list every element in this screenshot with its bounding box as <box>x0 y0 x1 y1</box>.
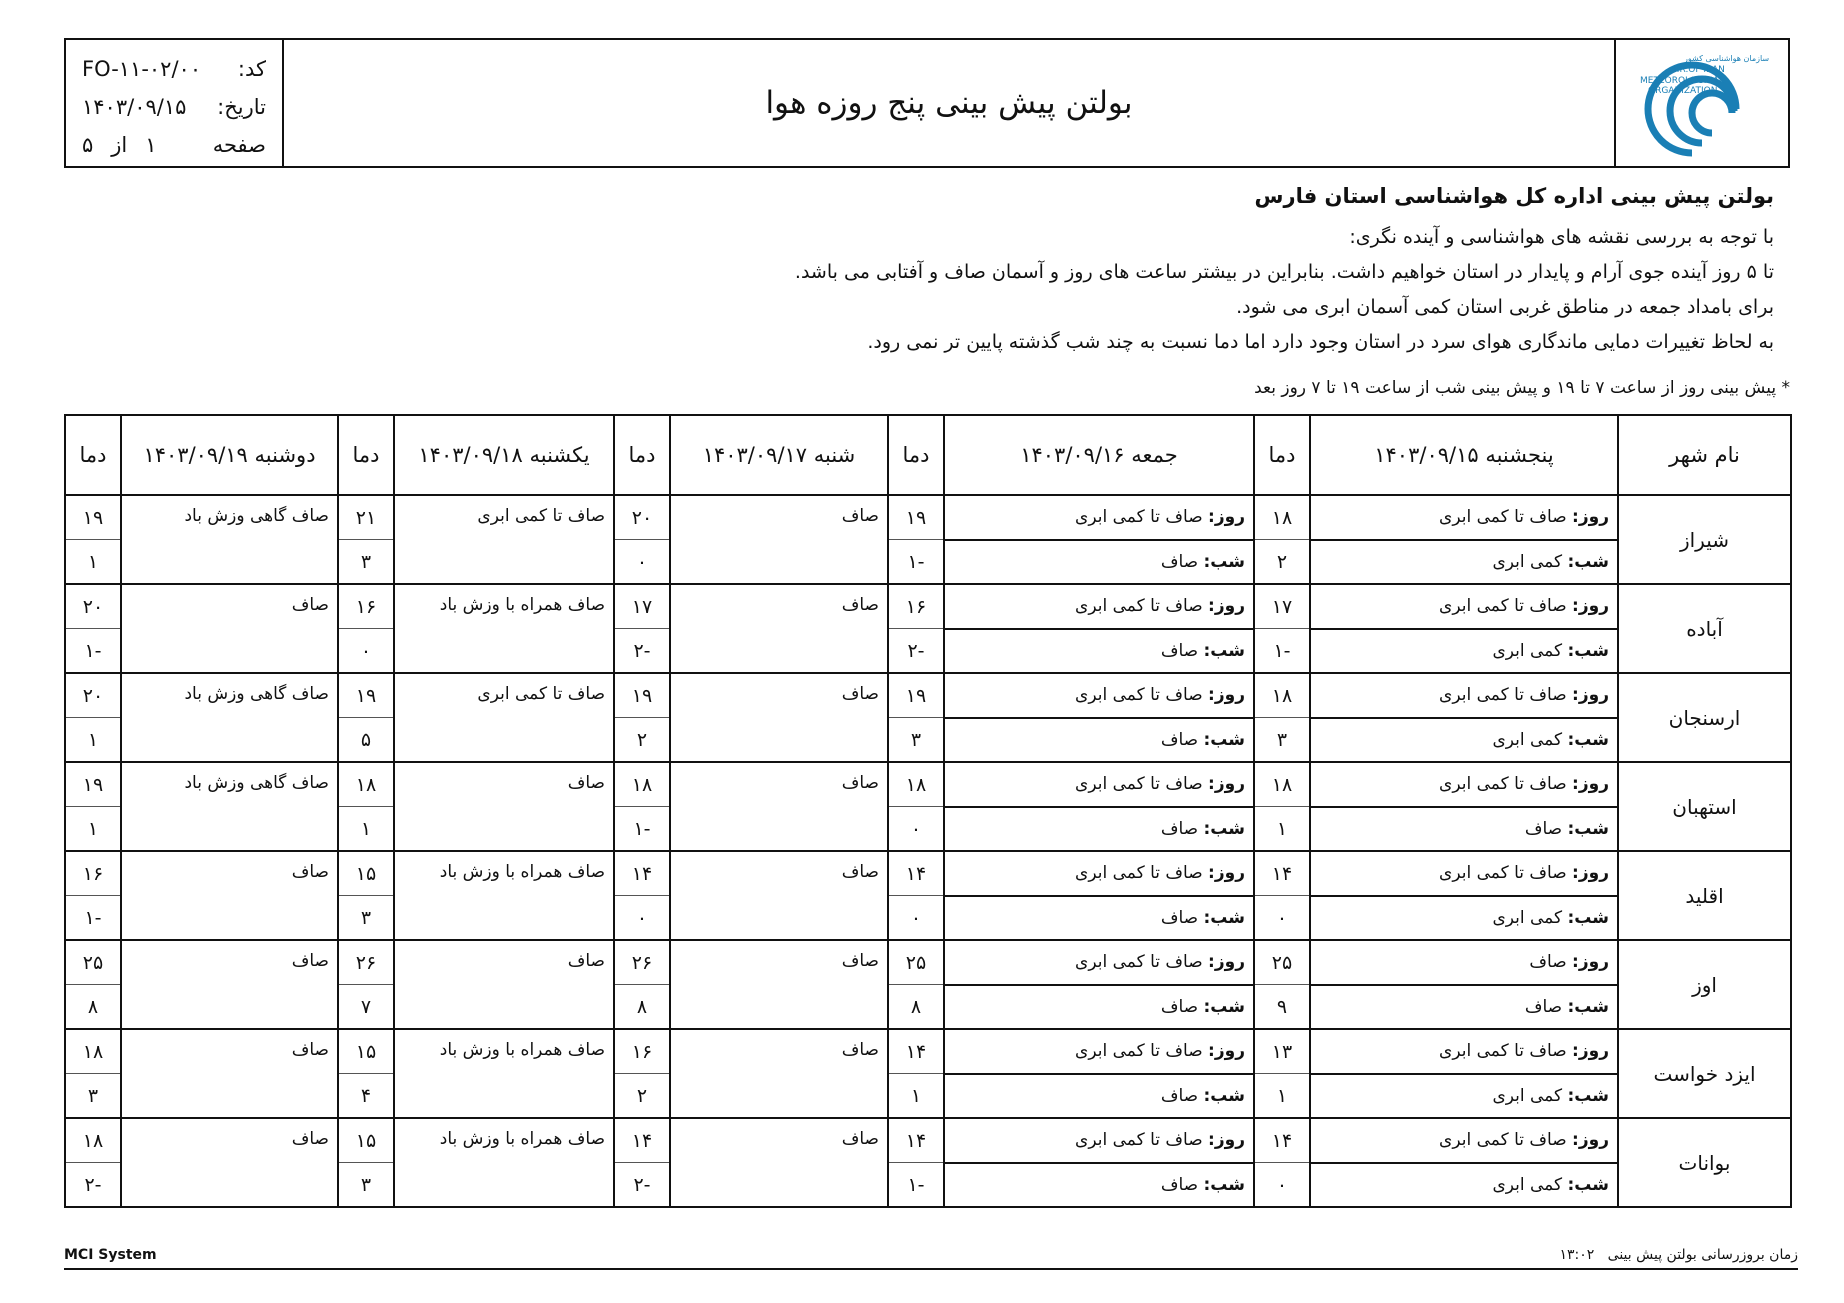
forecast-description-spacer <box>121 629 338 674</box>
temp-max: ۱۴ <box>888 1029 944 1074</box>
forecast-description: صاف <box>670 495 888 540</box>
day-forecast <box>1310 1029 1618 1074</box>
day-forecast <box>944 1118 1254 1163</box>
day-label: روز: <box>1572 596 1609 617</box>
forecast-description-spacer <box>121 1074 338 1119</box>
forecast-description-spacer <box>121 985 338 1030</box>
night-description: صاف <box>1524 818 1563 839</box>
update-time-info <box>1560 1247 1799 1263</box>
city-name: اقلید <box>1618 851 1791 940</box>
forecast-description: صاف گاهی وزش باد <box>121 495 338 540</box>
temp-max: ۱۹ <box>614 673 670 718</box>
temp-min: ۱ <box>1254 1074 1310 1119</box>
day-header: یکشنبه ۱۴۰۳/۰۹/۱۸ <box>394 415 614 495</box>
night-label: شب: <box>1203 907 1245 928</box>
temp-max: ۱۸ <box>1254 673 1310 718</box>
night-description: کمی ابری <box>1492 729 1563 750</box>
temp-min: -۱ <box>888 1163 944 1208</box>
temp-max: ۱۹ <box>338 673 394 718</box>
code-value: FO-۱۱-۰۲/۰۰ <box>82 57 202 81</box>
day-label: روز: <box>1208 863 1245 884</box>
table-row <box>65 762 1791 807</box>
forecast-description-spacer <box>394 540 614 585</box>
logo-org-en2: METEOROLOGICAL <box>1640 76 1724 86</box>
temp-max: ۱۸ <box>614 762 670 807</box>
temp-min: ۱ <box>65 718 121 763</box>
temp-min: -۱ <box>65 896 121 941</box>
forecast-description: صاف تا کمی ابری <box>394 495 614 540</box>
city-name: آباده <box>1618 584 1791 673</box>
temp-max: ۱۸ <box>338 762 394 807</box>
night-description: صاف <box>1160 640 1199 661</box>
forecast-description-spacer <box>670 1163 888 1208</box>
forecast-description-spacer <box>121 807 338 852</box>
day-forecast <box>944 851 1254 896</box>
night-label: شب: <box>1203 640 1245 661</box>
night-description: کمی ابری <box>1492 640 1563 661</box>
forecast-description-spacer <box>394 807 614 852</box>
day-label: روز: <box>1572 1041 1609 1062</box>
temp-min: -۲ <box>614 629 670 674</box>
temp-max: ۱۴ <box>614 851 670 896</box>
temp-min: ۷ <box>338 985 394 1030</box>
code-label: کد: <box>237 57 266 81</box>
temp-header: دما <box>338 415 394 495</box>
day-forecast <box>1310 673 1618 718</box>
temp-max: ۱۸ <box>888 762 944 807</box>
forecast-description: صاف <box>394 762 614 807</box>
forecast-description-spacer <box>394 1074 614 1119</box>
night-label: شب: <box>1567 640 1609 661</box>
night-description: کمی ابری <box>1492 551 1563 572</box>
night-label: شب: <box>1567 818 1609 839</box>
day-label: روز: <box>1208 774 1245 795</box>
day-forecast <box>1310 940 1618 985</box>
night-forecast <box>944 807 1254 852</box>
day-description: صاف تا کمی ابری <box>1075 1041 1203 1062</box>
temp-max: ۱۶ <box>65 851 121 896</box>
table-row <box>65 673 1791 718</box>
temp-header: دما <box>1254 415 1310 495</box>
forecast-description: صاف گاهی وزش باد <box>121 673 338 718</box>
day-header: شنبه ۱۴۰۳/۰۹/۱۷ <box>670 415 888 495</box>
table-row <box>65 1118 1791 1163</box>
header-box <box>64 38 1790 168</box>
day-label: روز: <box>1208 507 1245 528</box>
intro-heading: بولتن پیش بینی اداره کل هواشناسی استان فارس <box>1254 184 1774 208</box>
day-forecast <box>944 1029 1254 1074</box>
forecast-description: صاف همراه با وزش باد <box>394 851 614 896</box>
day-description: صاف تا کمی ابری <box>1439 1130 1567 1151</box>
forecast-description: صاف <box>121 584 338 629</box>
temp-min: ۳ <box>338 1163 394 1208</box>
forecast-description: صاف <box>670 851 888 896</box>
night-label: شب: <box>1203 996 1245 1017</box>
temp-min: ۰ <box>888 807 944 852</box>
night-description: کمی ابری <box>1492 1085 1563 1106</box>
table-row <box>65 495 1791 540</box>
day-description: صاف تا کمی ابری <box>1439 596 1567 617</box>
day-header: دوشنبه ۱۴۰۳/۰۹/۱۹ <box>121 415 338 495</box>
forecast-description: صاف <box>670 584 888 629</box>
intro-line: تا ۵ روز آینده جوی آرام و پایدار در استان خواهیم داشت. بنابراین در بیشتر ساعت های روز و آسمان صاف و آفتابی می باشد. <box>794 261 1774 283</box>
day-label: روز: <box>1208 685 1245 706</box>
forecast-description: صاف <box>670 673 888 718</box>
temp-min: ۳ <box>338 540 394 585</box>
night-label: شب: <box>1203 818 1245 839</box>
temp-max: ۱۷ <box>614 584 670 629</box>
table-row <box>65 940 1791 985</box>
night-forecast <box>1310 629 1618 674</box>
forecast-description: صاف <box>670 762 888 807</box>
temp-max: ۲۵ <box>888 940 944 985</box>
temp-min: ۳ <box>65 1074 121 1119</box>
forecast-description-spacer <box>670 807 888 852</box>
temp-min: ۵ <box>338 718 394 763</box>
logo-org-en1: I.R.OF IRAN <box>1674 65 1725 75</box>
night-forecast <box>1310 807 1618 852</box>
day-label: روز: <box>1572 774 1609 795</box>
update-time-label: زمان بروزرسانی بولتن پیش بینی <box>1607 1247 1798 1263</box>
night-label: شب: <box>1203 1085 1245 1106</box>
temp-max: ۱۹ <box>888 495 944 540</box>
day-forecast <box>1310 584 1618 629</box>
table-header-row <box>65 415 1791 495</box>
temp-max: ۲۵ <box>65 940 121 985</box>
forecast-description: صاف همراه با وزش باد <box>394 584 614 629</box>
city-name: اوز <box>1618 940 1791 1029</box>
logo-org-fa: سازمان هواشناسی کشور <box>1684 54 1770 63</box>
temp-min: ۰ <box>888 896 944 941</box>
temp-max: ۱۸ <box>65 1118 121 1163</box>
temp-min: ۲ <box>614 718 670 763</box>
night-description: صاف <box>1160 907 1199 928</box>
day-forecast <box>944 495 1254 540</box>
temp-min: -۲ <box>65 1163 121 1208</box>
temp-max: ۱۴ <box>888 851 944 896</box>
temp-max: ۱۵ <box>338 851 394 896</box>
forecast-table-body <box>65 495 1791 1207</box>
intro-section <box>124 184 1774 360</box>
page-total: ۵ <box>82 133 94 157</box>
night-forecast <box>944 1163 1254 1208</box>
day-description: صاف تا کمی ابری <box>1439 774 1567 795</box>
temp-min: ۰ <box>614 540 670 585</box>
day-label: روز: <box>1208 952 1245 973</box>
forecast-description-spacer <box>121 540 338 585</box>
night-description: صاف <box>1524 996 1563 1017</box>
forecast-description: صاف <box>121 1029 338 1074</box>
temp-max: ۱۶ <box>888 584 944 629</box>
forecast-description-spacer <box>670 540 888 585</box>
night-forecast <box>1310 985 1618 1030</box>
forecast-description: صاف <box>121 1118 338 1163</box>
temp-min: ۰ <box>1254 896 1310 941</box>
temp-min: ۱ <box>1254 807 1310 852</box>
table-row-night <box>65 896 1791 941</box>
temp-min: ۱ <box>65 540 121 585</box>
day-description: صاف تا کمی ابری <box>1439 863 1567 884</box>
day-description: صاف تا کمی ابری <box>1075 507 1203 528</box>
forecast-time-note: * پیش بینی روز از ساعت ۷ تا ۱۹ و پیش بینی شب از ساعت ۱۹ تا ۷ روز بعد <box>1254 378 1790 398</box>
temp-min: -۱ <box>1254 629 1310 674</box>
system-name: MCI System <box>64 1247 157 1263</box>
temp-max: ۱۴ <box>888 1118 944 1163</box>
temp-max: ۱۹ <box>65 495 121 540</box>
forecast-description-spacer <box>670 718 888 763</box>
night-description: صاف <box>1160 818 1199 839</box>
day-description: صاف تا کمی ابری <box>1075 863 1203 884</box>
day-forecast <box>1310 851 1618 896</box>
temp-min: ۸ <box>65 985 121 1030</box>
table-row-night <box>65 1163 1791 1208</box>
night-label: شب: <box>1567 1174 1609 1195</box>
temp-min: ۱ <box>888 1074 944 1119</box>
temp-max: ۲۶ <box>614 940 670 985</box>
intro-line: به لحاظ تغییرات دمایی ماندگاری هوای سرد در استان وجود دارد اما دما نسبت به چند شب گذشته پایین تر نمی رود. <box>867 331 1774 353</box>
temp-max: ۱۸ <box>1254 495 1310 540</box>
forecast-description: صاف <box>121 940 338 985</box>
forecast-description-spacer <box>394 896 614 941</box>
forecast-description-spacer <box>670 896 888 941</box>
temp-max: ۱۴ <box>1254 1118 1310 1163</box>
temp-max: ۱۹ <box>65 762 121 807</box>
temp-max: ۱۹ <box>888 673 944 718</box>
temp-min: ۳ <box>1254 718 1310 763</box>
day-forecast <box>944 762 1254 807</box>
table-row-night <box>65 540 1791 585</box>
night-label: شب: <box>1567 907 1609 928</box>
forecast-description: صاف <box>670 940 888 985</box>
table-row-night <box>65 1074 1791 1119</box>
temp-min: ۱ <box>65 807 121 852</box>
temp-min: ۳ <box>338 896 394 941</box>
night-forecast <box>1310 1163 1618 1208</box>
temp-header: دما <box>65 415 121 495</box>
temp-max: ۲۶ <box>338 940 394 985</box>
temp-max: ۱۴ <box>1254 851 1310 896</box>
night-label: شب: <box>1567 551 1609 572</box>
temp-max: ۲۱ <box>338 495 394 540</box>
temp-min: ۸ <box>888 985 944 1030</box>
temp-min: ۹ <box>1254 985 1310 1030</box>
day-description: صاف تا کمی ابری <box>1075 952 1203 973</box>
city-name: شیراز <box>1618 495 1791 584</box>
page-current: ۱ <box>145 133 157 157</box>
temp-max: ۱۷ <box>1254 584 1310 629</box>
temp-max: ۱۵ <box>338 1029 394 1074</box>
day-forecast <box>944 584 1254 629</box>
document-title: بولتن پیش بینی پنج روزه هوا <box>765 85 1133 121</box>
temp-min: -۲ <box>888 629 944 674</box>
day-description: صاف تا کمی ابری <box>1075 685 1203 706</box>
night-label: شب: <box>1203 1174 1245 1195</box>
night-forecast <box>944 985 1254 1030</box>
forecast-description-spacer <box>394 1163 614 1208</box>
temp-min: ۰ <box>1254 1163 1310 1208</box>
temp-min: ۲ <box>1254 540 1310 585</box>
night-label: شب: <box>1567 729 1609 750</box>
forecast-table <box>64 414 1792 1208</box>
day-description: صاف تا کمی ابری <box>1439 1041 1567 1062</box>
temp-min: ۱ <box>338 807 394 852</box>
date-label: تاریخ: <box>217 95 266 119</box>
forecast-description-spacer <box>670 985 888 1030</box>
forecast-description-spacer <box>394 629 614 674</box>
temp-min: -۲ <box>614 1163 670 1208</box>
forecast-description: صاف <box>670 1029 888 1074</box>
temp-min: ۳ <box>888 718 944 763</box>
day-label: روز: <box>1208 1130 1245 1151</box>
page-of: از <box>111 133 128 157</box>
day-header: جمعه ۱۴۰۳/۰۹/۱۶ <box>944 415 1254 495</box>
table-row-night <box>65 985 1791 1030</box>
night-forecast <box>944 629 1254 674</box>
day-label: روز: <box>1572 1130 1609 1151</box>
night-forecast <box>1310 540 1618 585</box>
table-row-night <box>65 629 1791 674</box>
temp-header: دما <box>888 415 944 495</box>
city-name: بوانات <box>1618 1118 1791 1207</box>
temp-max: ۱۶ <box>338 584 394 629</box>
day-description: صاف تا کمی ابری <box>1439 685 1567 706</box>
night-description: صاف <box>1160 551 1199 572</box>
day-forecast <box>944 940 1254 985</box>
day-forecast <box>1310 1118 1618 1163</box>
forecast-description-spacer <box>121 896 338 941</box>
day-description: صاف تا کمی ابری <box>1075 774 1203 795</box>
document-meta <box>66 40 284 166</box>
table-row <box>65 1029 1791 1074</box>
forecast-description: صاف تا کمی ابری <box>394 673 614 718</box>
page-number <box>82 133 157 157</box>
temp-max: ۲۰ <box>65 673 121 718</box>
temp-min: ۰ <box>614 896 670 941</box>
night-description: کمی ابری <box>1492 907 1563 928</box>
temp-min: ۸ <box>614 985 670 1030</box>
day-description: صاف تا کمی ابری <box>1075 1130 1203 1151</box>
forecast-description: صاف گاهی وزش باد <box>121 762 338 807</box>
city-header: نام شهر <box>1618 415 1791 495</box>
temp-min: ۴ <box>338 1074 394 1119</box>
day-label: روز: <box>1208 596 1245 617</box>
temp-min: ۰ <box>338 629 394 674</box>
day-description: صاف تا کمی ابری <box>1075 596 1203 617</box>
day-label: روز: <box>1572 507 1609 528</box>
temp-max: ۱۴ <box>614 1118 670 1163</box>
night-description: صاف <box>1160 729 1199 750</box>
temp-max: ۲۰ <box>614 495 670 540</box>
meteorological-organization-logo <box>1614 40 1788 166</box>
temp-max: ۱۸ <box>65 1029 121 1074</box>
temp-max: ۱۶ <box>614 1029 670 1074</box>
forecast-description-spacer <box>394 718 614 763</box>
table-row-night <box>65 807 1791 852</box>
footer <box>64 1242 1798 1270</box>
night-label: شب: <box>1567 1085 1609 1106</box>
night-description: کمی ابری <box>1492 1174 1563 1195</box>
forecast-description: صاف همراه با وزش باد <box>394 1118 614 1163</box>
day-label: روز: <box>1572 863 1609 884</box>
day-label: روز: <box>1208 1041 1245 1062</box>
night-forecast <box>944 540 1254 585</box>
table-row <box>65 584 1791 629</box>
day-forecast <box>1310 762 1618 807</box>
day-description: صاف <box>1529 952 1567 973</box>
temp-max: ۱۸ <box>1254 762 1310 807</box>
temp-min: -۱ <box>65 629 121 674</box>
forecast-description: صاف همراه با وزش باد <box>394 1029 614 1074</box>
temp-max: ۱۵ <box>338 1118 394 1163</box>
temp-min: ۲ <box>614 1074 670 1119</box>
night-forecast <box>944 718 1254 763</box>
night-label: شب: <box>1203 551 1245 572</box>
night-description: صاف <box>1160 1174 1199 1195</box>
night-forecast <box>944 896 1254 941</box>
night-forecast <box>1310 1074 1618 1119</box>
table-row <box>65 851 1791 896</box>
day-forecast <box>1310 495 1618 540</box>
date-value: ۱۴۰۳/۰۹/۱۵ <box>82 95 187 119</box>
forecast-description-spacer <box>670 629 888 674</box>
day-forecast <box>944 673 1254 718</box>
temp-max: ۱۳ <box>1254 1029 1310 1074</box>
night-label: شب: <box>1203 729 1245 750</box>
day-label: روز: <box>1572 685 1609 706</box>
forecast-description-spacer <box>670 1074 888 1119</box>
city-name: ارسنجان <box>1618 673 1791 762</box>
intro-line: برای بامداد جمعه در مناطق غربی استان کمی آسمان ابری می شود. <box>1236 296 1774 318</box>
night-description: صاف <box>1160 1085 1199 1106</box>
night-forecast <box>1310 718 1618 763</box>
page-label: صفحه <box>212 133 266 157</box>
forecast-description: صاف <box>394 940 614 985</box>
update-time-value: ۱۳:۰۲ <box>1559 1247 1595 1263</box>
forecast-description: صاف <box>121 851 338 896</box>
forecast-description-spacer <box>394 985 614 1030</box>
day-label: روز: <box>1572 952 1609 973</box>
temp-min: -۱ <box>614 807 670 852</box>
day-description: صاف تا کمی ابری <box>1439 507 1567 528</box>
city-name: استهبان <box>1618 762 1791 851</box>
intro-line: با توجه به بررسی نقشه های هواشناسی و آینده نگری: <box>1349 226 1774 248</box>
night-description: صاف <box>1160 996 1199 1017</box>
night-forecast <box>944 1074 1254 1119</box>
day-header: پنجشنبه ۱۴۰۳/۰۹/۱۵ <box>1310 415 1618 495</box>
night-label: شب: <box>1567 996 1609 1017</box>
night-forecast <box>1310 896 1618 941</box>
temp-max: ۲۵ <box>1254 940 1310 985</box>
forecast-description: صاف <box>670 1118 888 1163</box>
forecast-description-spacer <box>121 1163 338 1208</box>
temp-min: -۱ <box>888 540 944 585</box>
city-name: ایزد خواست <box>1618 1029 1791 1118</box>
table-row-night <box>65 718 1791 763</box>
temp-max: ۲۰ <box>65 584 121 629</box>
forecast-description-spacer <box>121 718 338 763</box>
temp-header: دما <box>614 415 670 495</box>
logo-org-en3: ORGANIZATION <box>1648 86 1718 96</box>
